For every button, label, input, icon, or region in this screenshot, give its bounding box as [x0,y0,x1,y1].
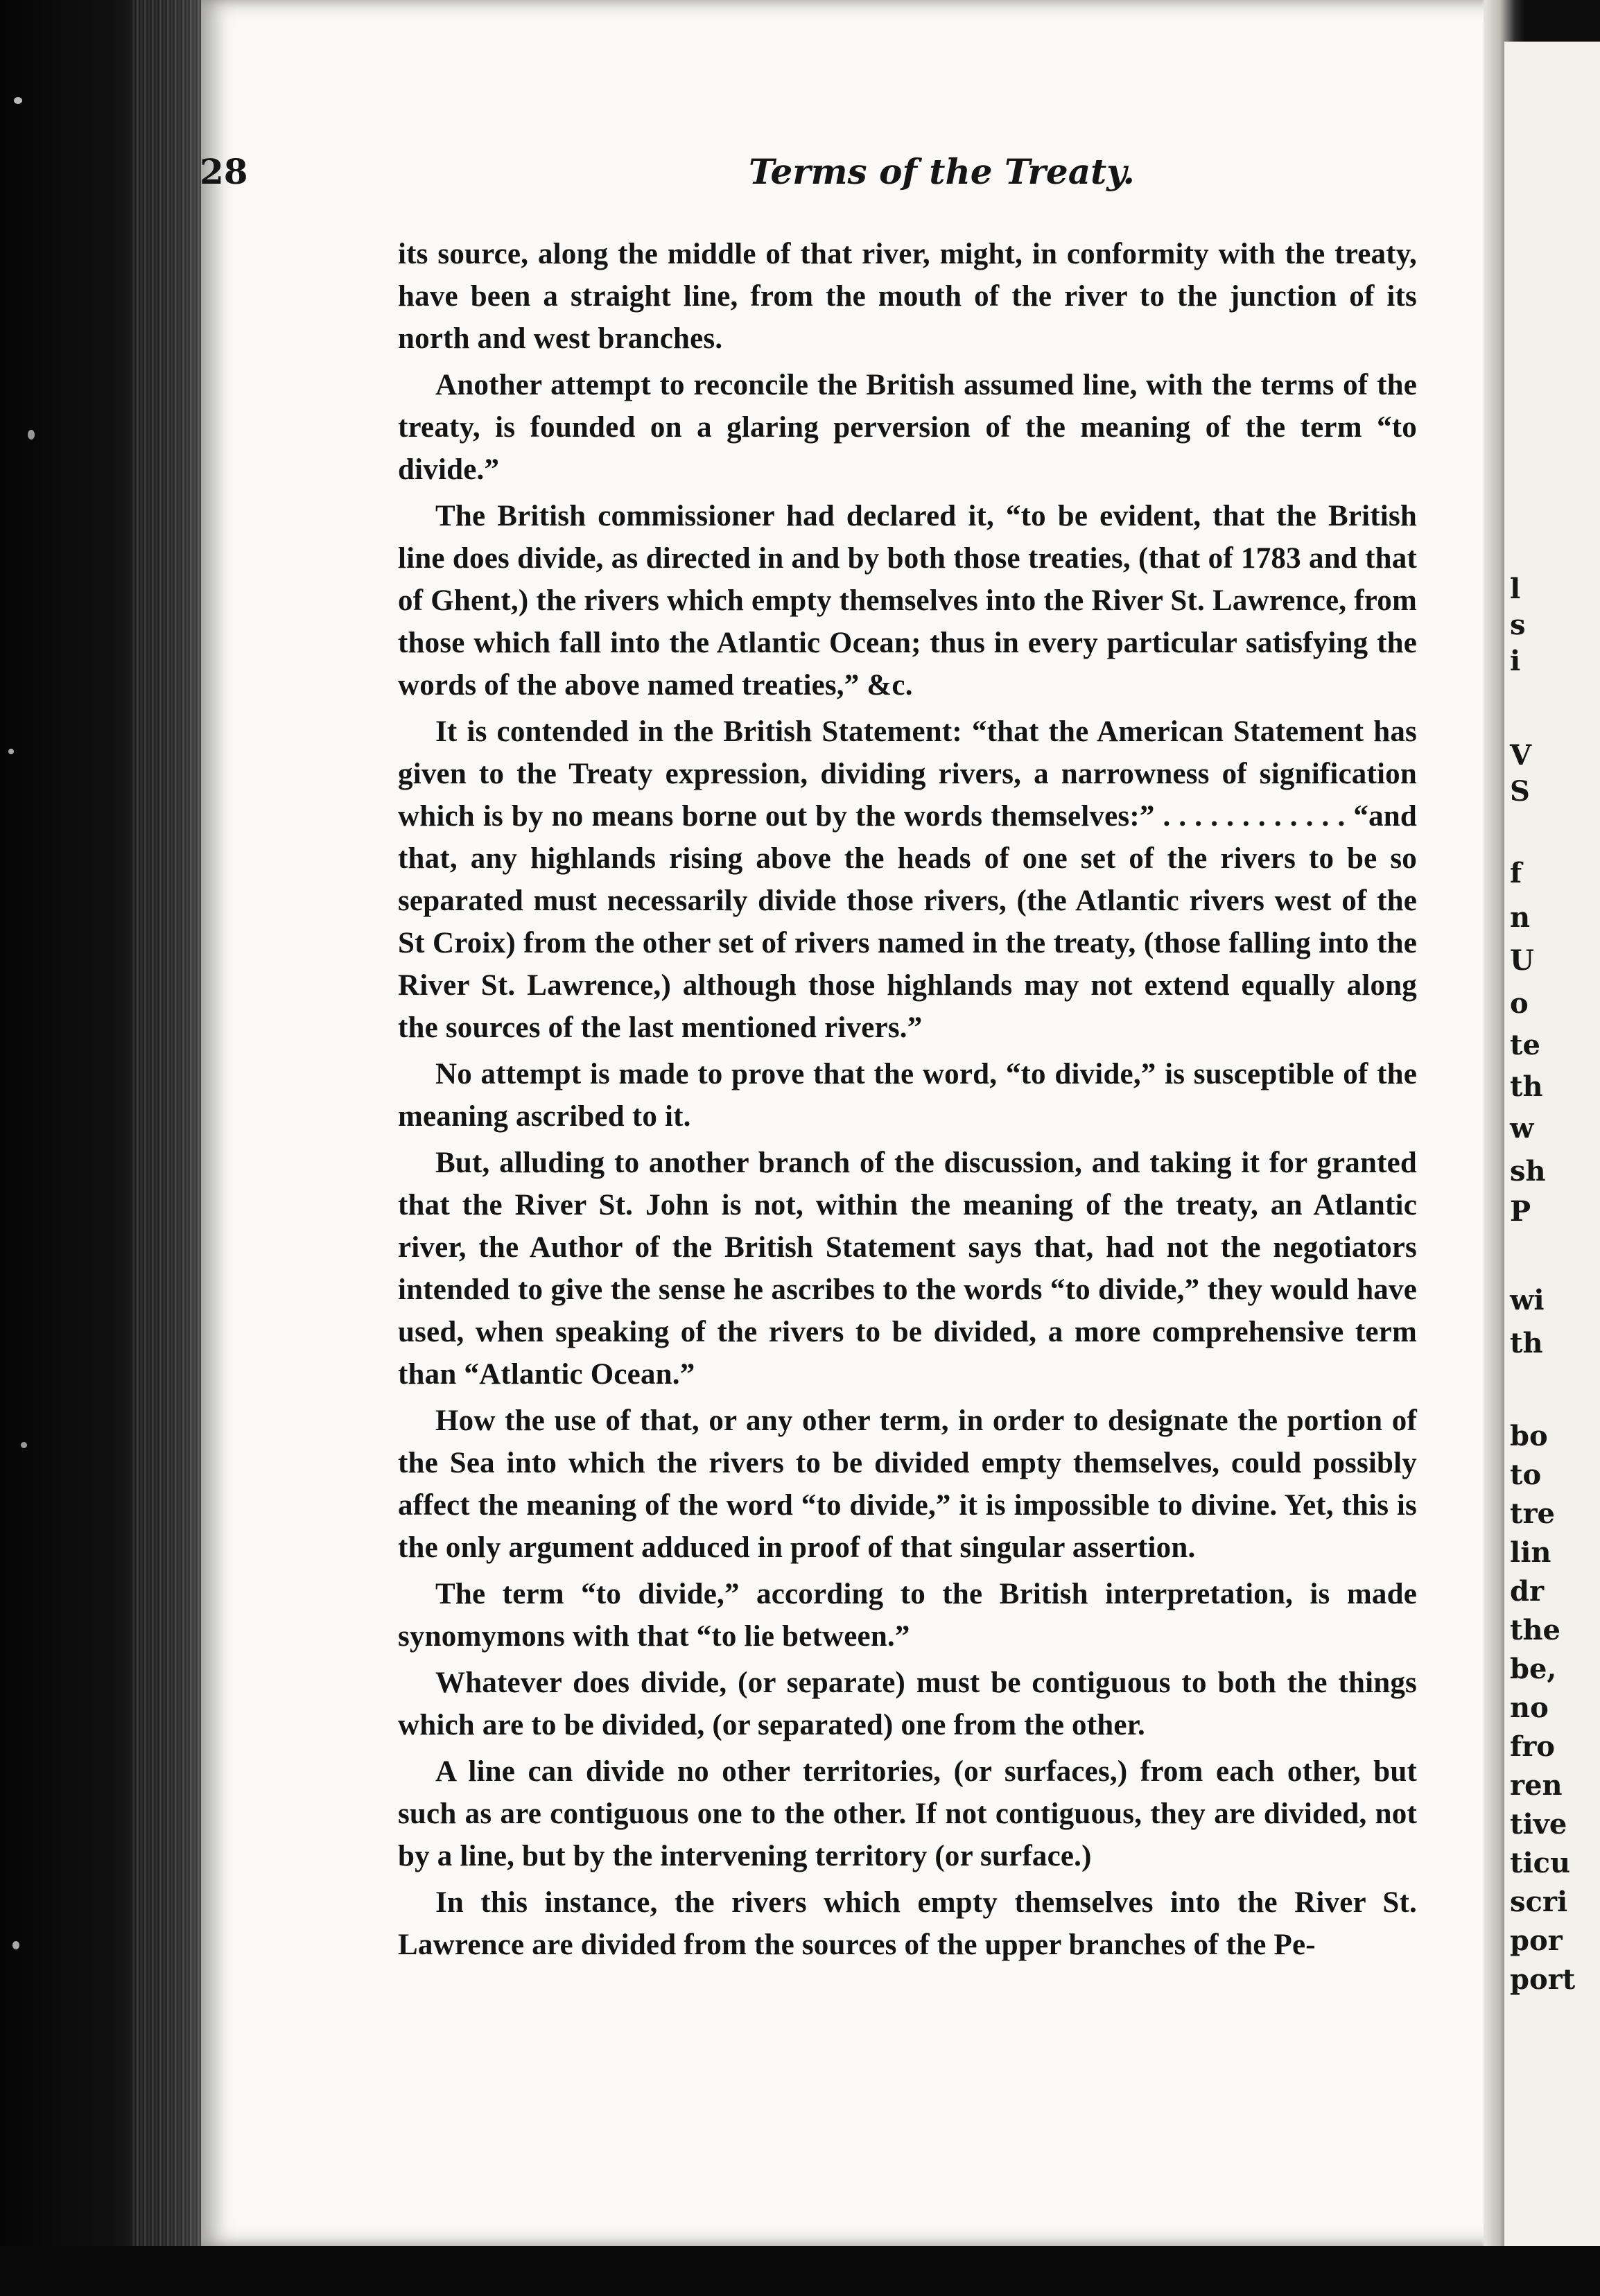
facing-page-text: V [1510,739,1532,772]
facing-page-text: no [1510,1691,1549,1724]
facing-page-text: w [1510,1112,1534,1145]
facing-page-text: P [1510,1195,1531,1228]
facing-page-text: o [1510,987,1529,1020]
facing-page-text: s [1510,609,1526,641]
facing-page-text: por [1510,1924,1563,1957]
facing-page-text: bo [1510,1420,1548,1452]
facing-page-text: tive [1510,1808,1567,1841]
scan-speck [8,749,14,754]
scan-speck [28,430,35,440]
paragraph: But, alluding to another branch of the discussion, and taking it for granted that the River St. John is not, within the meaning of the treaty, an Atlantic river, the Author of the British Statement says that, had not the negotiators intended to give the sense he ascribes to the words “to divide,” they would have used, when speaking of the rivers to be divided, a more comprehensive term than “Atlantic Ocean.” [398,1147,1417,1391]
facing-page-text: scri [1510,1886,1568,1918]
facing-page-text: th [1510,1327,1543,1359]
page-edges [132,0,208,2296]
paragraph: its source, along the middle of that river, might, in conformity with the treaty, have been a straight line, from the mouth of the river to the junction of its north and west branches. [398,238,1417,355]
facing-page-text: S [1510,775,1530,808]
facing-page-text: l [1510,573,1521,605]
paragraph: The British commissioner had declared it, “to be evident, that the British line does divide, as directed in and by both those treaties, (that of 1783 and that of Ghent,) the rivers which empty themselves into the River St. Lawrence, from those which fall into the Atlantic Ocean; thus in every particular satisfying the words of the above named treaties,” &c. [398,500,1417,702]
paragraph: Whatever does divide, (or separate) must be contiguous to both the things which are to be divided, (or separated) one from the other. [398,1667,1417,1741]
scanner-bottom-edge [0,2246,1600,2296]
facing-page-text: U [1510,944,1534,977]
facing-page-text: i [1510,645,1521,677]
facing-page-text: th [1510,1070,1543,1103]
scan-speck [21,1442,27,1448]
scan-speck [12,1941,19,1949]
paragraph: How the use of that, or any other term, in order to designate the portion of the Sea into which the rivers to be divided empty themselves, could possibly affect the meaning of the word “to divide,” it is impossible to divine. Yet, this is the only argument adduced in proof of that singular assertion. [398,1404,1417,1564]
facing-page-text: f [1510,857,1522,889]
facing-page-text: dr [1510,1575,1545,1608]
facing-page-text: ren [1510,1769,1563,1802]
body-text [398,233,1417,1966]
scan-speck [14,97,22,104]
facing-page-text: wi [1510,1284,1545,1316]
facing-page-text: n [1510,901,1531,934]
facing-page-text: lin [1510,1536,1551,1569]
paragraph: It is contended in the British Statement: “that the American Statement has given to the Treaty expression, dividing rivers, a narrowness of signification which is by no means borne out by the words themselves:” . . . . . . . . . . . . “and that, any highlands rising above the heads of one set of the rivers to be so separated must necessarily divide those rivers, (the Atlantic rivers west of the St Croix) from the other set of rivers named in the treaty, (those falling into the River St. Lawrence,) although those highlands may not extend equally along the sources of the last mentioned rivers.” [398,715,1417,1044]
facing-page-text: the [1510,1614,1561,1646]
paragraph: Another attempt to reconcile the British assumed line, with the terms of the treaty, is founded on a glaring perversion of the meaning of the term “to divide.” [398,369,1417,486]
paragraph: A line can divide no other territories, (or surfaces,) from each other, but such as are contiguous one to the other. If not contiguous, they are divided, not by a line, but by the intervening territory (or surface.) [398,1755,1417,1872]
facing-page-text: te [1510,1029,1540,1061]
facing-page-fragment [1504,42,1600,2246]
paragraph: The term “to divide,” according to the British interpretation, is made synomymons with that “to lie between.” [398,1578,1417,1653]
facing-page-text: ticu [1510,1847,1571,1879]
page-number: 28 [200,151,248,192]
facing-page-text: tre [1510,1497,1555,1530]
running-head: Terms of the Treaty. [749,151,1135,192]
facing-page-text: sh [1510,1155,1546,1188]
paragraph: No attempt is made to prove that the word, “to divide,” is susceptible of the meaning ascribed to it. [398,1058,1417,1133]
paragraph: In this instance, the rivers which empty themselves into the River St. Lawrence are divided from the sources of the upper branches of the Pe- [398,1886,1417,1961]
facing-page-text: port [1510,1963,1576,1996]
facing-page-text: to [1510,1459,1542,1491]
facing-page-text: be, [1510,1653,1557,1685]
facing-page-text: fro [1510,1730,1555,1763]
